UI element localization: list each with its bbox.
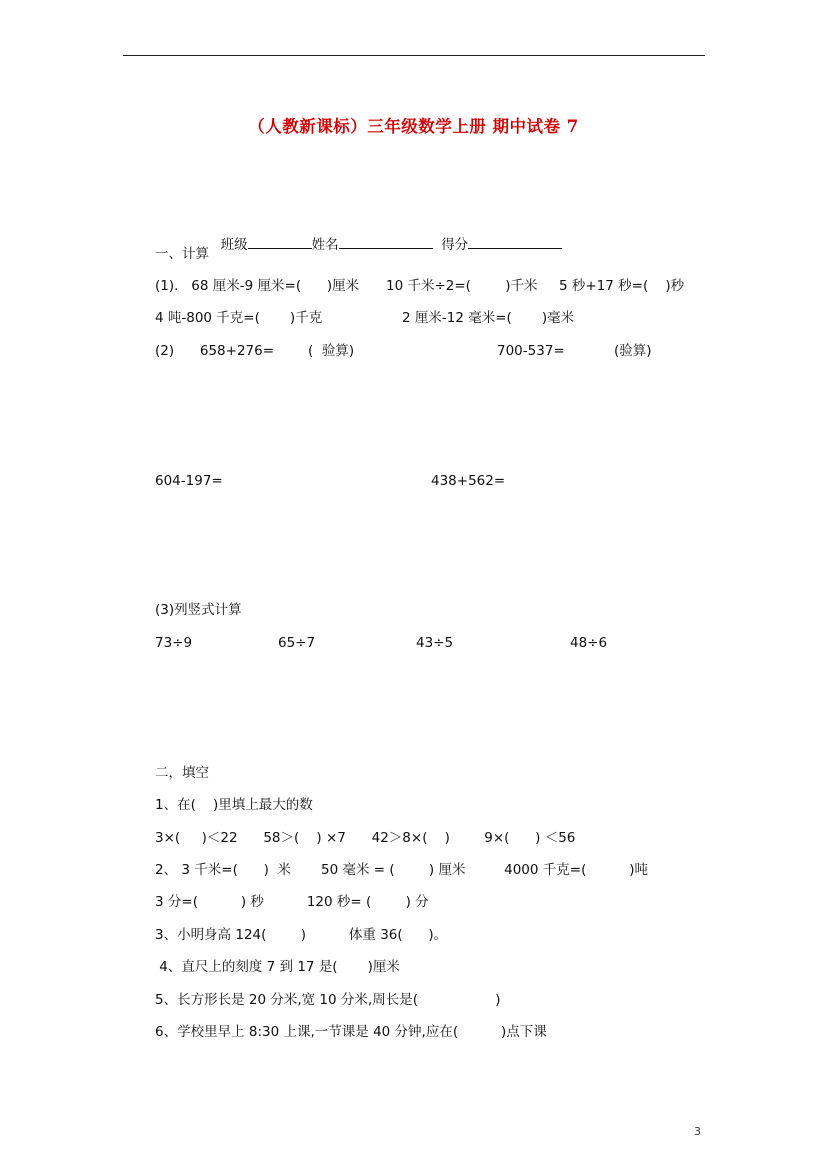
fill-item-4: 4、直尺上的刻度 7 到 17 是( )厘米: [155, 959, 400, 975]
q1-line1-c: 5 秒+17 秒=( )秒: [559, 278, 685, 294]
section2-heading: 二，填空: [155, 765, 209, 781]
fill-item-1-row: 3×( )＜22 58＞( ) ×7 42＞8×( ) 9×( ) ＜56: [155, 830, 576, 846]
q2-check-2: (验算): [614, 343, 652, 359]
class-blank: [248, 234, 312, 249]
fill-item-1: 1、在( )里填上最大的数: [155, 797, 313, 813]
name-label: 姓名: [311, 237, 339, 253]
q1-line2-a: 4 吨-800 千克=( )千克: [155, 310, 323, 326]
q2-604-197: 604-197=: [155, 473, 223, 489]
section1-heading: 一、计算: [155, 246, 209, 262]
header-rule: [123, 55, 705, 56]
q3-item-3: 43÷5: [416, 635, 454, 651]
q2-700-537: 700-537=: [497, 343, 565, 359]
page-title: （人教新课标）三年级数学上册 期中试卷 7: [248, 117, 579, 136]
q1-line2-b: 2 厘米-12 毫米=( )毫米: [402, 310, 575, 326]
q1-line1-b: 10 千米÷2=( )千米: [386, 278, 538, 294]
q1-line1-a: (1). 68 厘米-9 厘米=( )厘米: [155, 278, 360, 294]
q3-item-2: 65÷7: [278, 635, 316, 651]
page-number: 3: [694, 1125, 701, 1138]
name-blank: [339, 234, 433, 249]
fill-item-6: 6、学校里早上 8:30 上课,一节课是 40 分钟,应在( )点下课: [155, 1024, 547, 1040]
student-info-line: [212, 216, 562, 254]
fill-item-2: 2、 3 千米=( ) 米 50 毫米 = ( ) 厘米 4000 千克=( )吨: [155, 862, 649, 878]
q3-item-4: 48÷6: [570, 635, 608, 651]
q3-heading: (3)列竖式计算: [155, 602, 242, 618]
q3-item-1: 73÷9: [155, 635, 193, 651]
q2-438-562: 438+562=: [431, 473, 506, 489]
fill-item-2-row: 3 分=( ) 秒 120 秒= ( ) 分: [155, 894, 429, 910]
q2-658-276: (2) 658+276=: [155, 343, 275, 359]
q2-check-1: ( 验算): [308, 343, 355, 359]
class-label: 班级: [220, 237, 248, 253]
score-blank: [468, 234, 562, 249]
fill-item-5: 5、长方形长是 20 分米,宽 10 分米,周长是( ): [155, 992, 501, 1008]
fill-item-3: 3、小明身高 124( ) 体重 36( )。: [155, 927, 448, 943]
score-label: 得分: [441, 237, 469, 253]
